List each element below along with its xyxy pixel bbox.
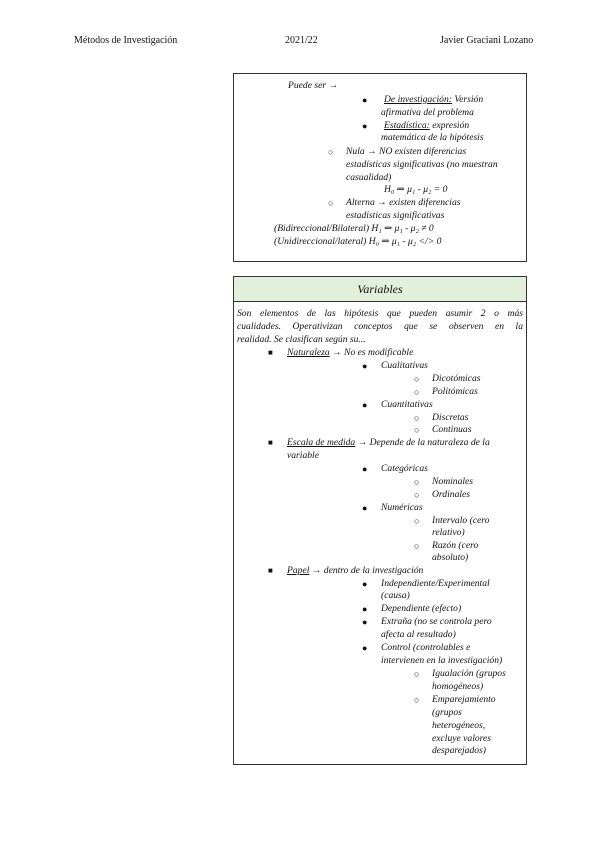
escala-item (287, 437, 490, 449)
emparejamiento-line-3: heterogéneos, (432, 720, 486, 731)
emparejamiento-line-2: (grupos (432, 707, 462, 718)
bullet-dot-icon: ● (362, 400, 368, 410)
emparejamiento-line-5: desparejados) (432, 745, 487, 756)
bullet-circle-icon: ○ (414, 695, 420, 705)
escala-cont: variable (287, 450, 319, 461)
bullet-dot-icon: ● (362, 95, 368, 105)
nula-line-3: casualidad) (346, 172, 392, 183)
puede-ser-line: Puede ser → (288, 80, 339, 91)
continuas-item: Continuas (432, 424, 472, 435)
independiente-line-1: Independiente/Experimental (381, 578, 490, 589)
emparejamiento-line-1: Emparejamiento (432, 694, 496, 705)
bidireccional-line: (Bidireccional/Bilateral) H₁ ⇒ μ₁ - μ₂ ≠ 0 (274, 223, 434, 234)
bullet-circle-icon: ○ (328, 147, 334, 157)
razon-line-2: absoluto) (432, 552, 469, 563)
intro-line-1: Son elementos de las hipótesis que pueden asumir 2 o más (237, 308, 523, 319)
numericas-item: Numéricas (381, 502, 423, 513)
bullet-square-icon: ■ (268, 348, 273, 357)
naturaleza-item (287, 347, 413, 359)
igualacion-line-1: Igualación (grupos (432, 668, 506, 679)
categoricas-item: Categóricas (381, 463, 428, 474)
papel-text: → dentro de la investigación (309, 565, 424, 576)
bullet-square-icon: ■ (268, 566, 273, 575)
h0-formula: H₀ ⇒ μ₁ - μ₂ = 0 (384, 184, 448, 195)
papel-label: Papel (287, 565, 310, 576)
razon-line-1: Razón (cero (432, 540, 479, 551)
intervalo-line-2: relativo) (432, 527, 465, 538)
bullet-square-icon: ■ (268, 438, 273, 447)
extrana-line-2: afecta al resultado) (381, 629, 456, 640)
bullet-circle-icon: ○ (414, 425, 420, 435)
alterna-line-2: estadísticas significativas (346, 210, 445, 221)
bullet-dot-icon: ● (362, 617, 368, 627)
header-center-year: 2021/22 (285, 35, 318, 46)
estadistica-item (384, 120, 469, 132)
emparejamiento-line-4: excluye valores (432, 733, 492, 744)
intro-line-3: realidad. Se clasifican según su... (237, 334, 366, 345)
bullet-circle-icon: ○ (414, 541, 420, 551)
bullet-dot-icon: ● (362, 643, 368, 653)
control-line-2: intervienen en la investigación) (381, 655, 503, 666)
nula-line-2: estadísticas significativas (no muestran (346, 159, 498, 170)
estadistica-label: Estadística: (384, 120, 430, 131)
bullet-circle-icon: ○ (414, 490, 420, 500)
independiente-line-2: (causa) (381, 590, 410, 601)
bullet-circle-icon: ○ (414, 477, 420, 487)
variables-title: Variables (357, 282, 403, 296)
control-line-1: Control (controlables e (381, 642, 471, 653)
bullet-circle-icon: ○ (328, 198, 334, 208)
bullet-circle-icon: ○ (414, 669, 420, 679)
papel-item (287, 565, 423, 577)
bullet-circle-icon: ○ (414, 387, 420, 397)
bullet-circle-icon: ○ (414, 374, 420, 384)
naturaleza-label: Naturaleza (287, 347, 330, 358)
cuantitativas-item: Cuantitativas (381, 399, 433, 410)
de-investigacion-text: Versión (451, 94, 484, 105)
hipotesis-box (233, 73, 527, 262)
alterna-line-1: Alterna → existen diferencias (346, 197, 461, 208)
bullet-dot-icon: ● (362, 464, 368, 474)
de-investigacion-cont: afirmativa del problema (381, 107, 474, 118)
escala-text: → Depende de la naturaleza de la (355, 437, 490, 448)
discretas-item: Discretas (432, 412, 469, 423)
header-right-author: Javier Graciani Lozano (440, 35, 534, 46)
variables-box (233, 276, 527, 765)
bullet-dot-icon: ● (362, 579, 368, 589)
bullet-dot-icon: ● (362, 121, 368, 131)
estadistica-text: expresión (429, 120, 470, 131)
estadistica-cont: matemática de la hipótesis (381, 132, 484, 143)
nominales-item: Nominales (432, 476, 474, 487)
dependiente-item: Dependiente (efecto) (381, 603, 462, 614)
bullet-circle-icon: ○ (414, 516, 420, 526)
unidireccional-line: (Unidireccional/lateral) H₀ ⇒ μ₁ - μ₂ </> 0 (274, 236, 442, 247)
cualitativas-item: Cualitativas (381, 360, 428, 371)
header-left-subject: Métodos de Investigación (74, 35, 178, 46)
dicotomicas-item: Dicotómicas (432, 373, 481, 384)
ordinales-item: Ordinales (432, 489, 471, 500)
de-investigacion-label: De investigación: (384, 94, 452, 105)
intro-line-2: cualidades. Operativizan conceptos que se observen en la (237, 321, 523, 332)
naturaleza-text: → No es modificable (329, 347, 414, 358)
intervalo-line-1: Intervalo (cero (432, 515, 490, 526)
bullet-dot-icon: ● (362, 503, 368, 513)
politomicas-item: Politómicas (432, 386, 478, 397)
bullet-dot-icon: ● (362, 361, 368, 371)
de-investigacion-item (384, 94, 483, 106)
escala-label: Escala de medida (287, 437, 356, 448)
igualacion-line-2: homogéneos) (432, 681, 484, 692)
bullet-circle-icon: ○ (414, 413, 420, 423)
bullet-dot-icon: ● (362, 604, 368, 614)
extrana-line-1: Extraña (no se controla pero (381, 616, 492, 627)
nula-line-1: Nula → NO existen diferencias (346, 146, 467, 157)
